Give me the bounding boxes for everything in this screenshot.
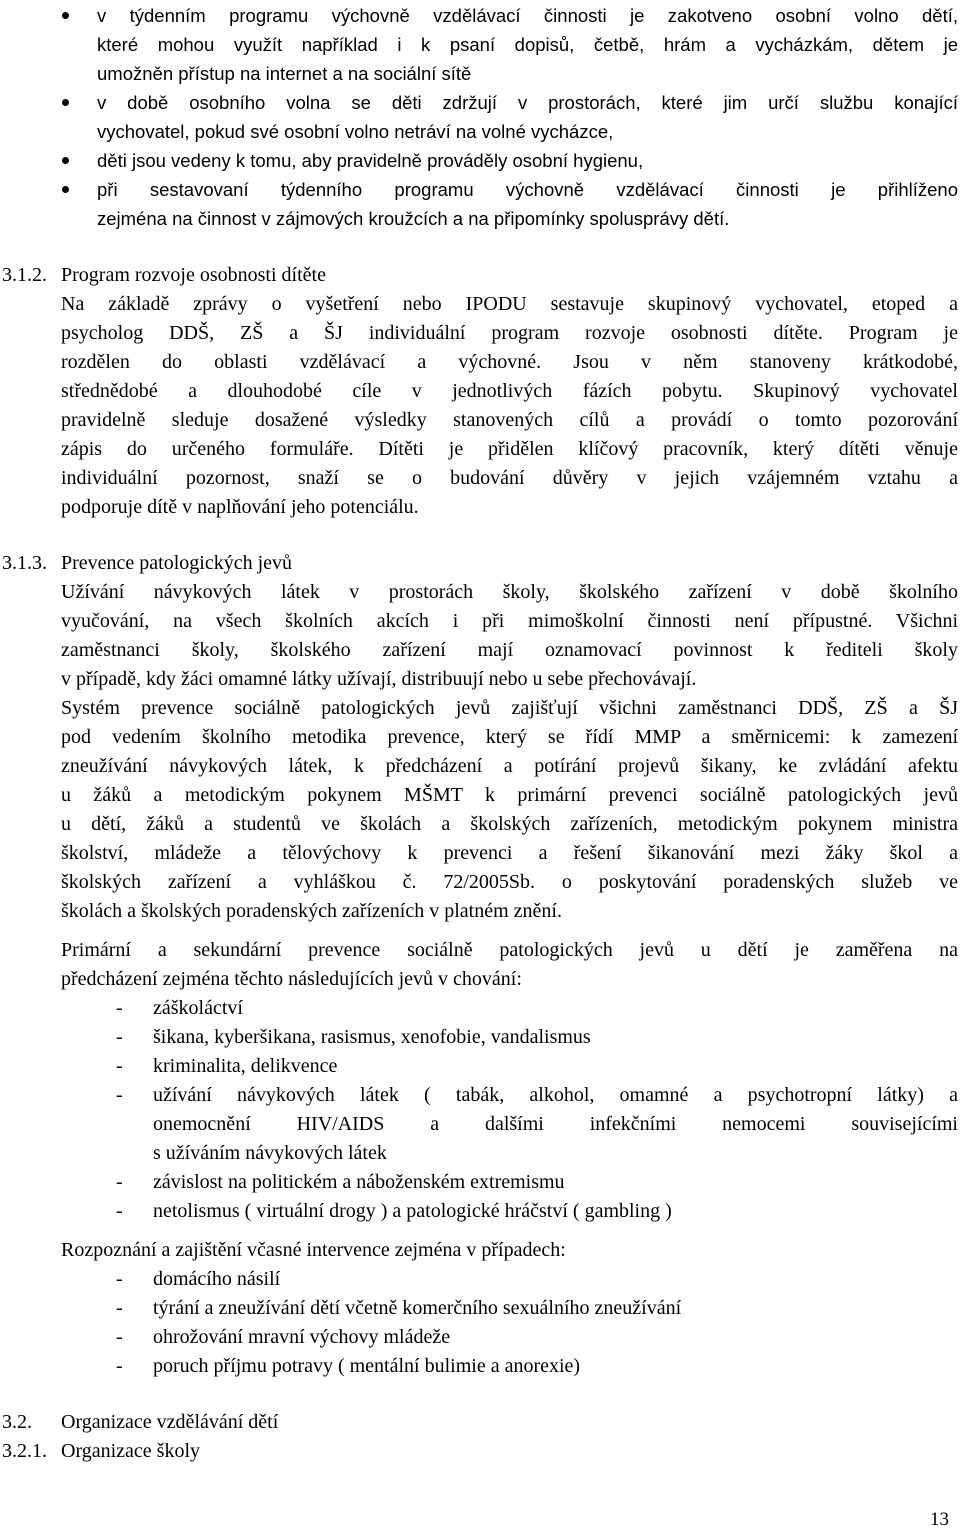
paragraph-line: předcházení zejména těchto následujících jevů v chování:: [61, 968, 522, 990]
list-dash: -: [116, 1084, 123, 1106]
section-title: Prevence patologických jevů: [61, 552, 293, 574]
list-dash: -: [116, 1171, 123, 1193]
list-item: poruch příjmu potravy ( mentální bulimie a anorexie): [153, 1355, 581, 1377]
list-item: šikana, kyberšikana, rasismus, xenofobie, vandalismus: [153, 1026, 591, 1048]
paragraph-line: u žáků a metodickým pokynem MŠMT k primární prevenci sociálně patologických jevů: [61, 784, 958, 806]
list-dash: -: [116, 1355, 123, 1377]
list-dash: -: [116, 1026, 123, 1048]
bullet-icon: [60, 4, 72, 28]
paragraph-line: v případě, kdy žáci omamné látky užívají, distribuují nebo u sebe přechovávají.: [61, 668, 697, 690]
list-dash: -: [116, 1268, 123, 1290]
bullet-4-line-2: zejména na činnost v zájmových kroužcích a na připomínky spolusprávy dětí.: [97, 208, 730, 229]
section-number: 3.2.: [2, 1411, 32, 1433]
paragraph-line: Systém prevence sociálně patologických jevů zajišťují všichni zaměstnanci DDŠ, ZŠ a ŠJ: [61, 697, 958, 719]
list-item: záškoláctví: [153, 997, 243, 1019]
paragraph-line: Primární a sekundární prevence sociálně patologických jevů u dětí je zaměřena na: [61, 939, 958, 961]
paragraph-line: zneužívání návykových látek, k předcházení a potírání projevů šikany, ke zvládání afektu: [61, 755, 958, 777]
list-item: závislost na politickém a náboženském extremismu: [153, 1171, 565, 1193]
list-item-continuation: onemocnění HIV/AIDS a dalšími infekčními nemocemi souvisejícími: [153, 1113, 958, 1135]
paragraph-line: psycholog DDŠ, ZŠ a ŠJ individuální program rozvoje osobnosti dítěte. Program je: [61, 322, 958, 344]
paragraph-line: pod vedením školního metodika prevence, který se řídí MMP a směrnicemi: k zamezení: [61, 726, 958, 748]
list-item-continuation: s užíváním návykových látek: [153, 1142, 387, 1164]
list-item: týrání a zneužívání dětí včetně komerčního sexuálního zneužívání: [153, 1297, 682, 1319]
section-title: Organizace vzdělávání dětí: [61, 1411, 279, 1433]
paragraph-line: zaměstnanci školy, školského zařízení mají oznamovací povinnost k řediteli školy: [61, 639, 958, 661]
paragraph-line: individuální pozornost, snaží se o budování důvěry v jejich vzájemném vztahu a: [61, 467, 958, 489]
section-number: 3.2.1.: [2, 1440, 47, 1462]
list-item: kriminalita, delikvence: [153, 1055, 338, 1077]
section-title: Program rozvoje osobnosti dítěte: [61, 264, 326, 286]
list-dash: -: [116, 1200, 123, 1222]
page-number: 13: [930, 1509, 949, 1530]
bullet-1-line-3: umožněn přístup na internet a na sociální sítě: [97, 63, 472, 84]
paragraph-line: pravidelně sleduje dosažené výsledky stanovených cílů a provádí o tomto pozorování: [61, 409, 958, 431]
list-dash: -: [116, 1055, 123, 1077]
list-item: užívání návykových látek ( tabák, alkohol, omamné a psychotropní látky) a: [153, 1084, 958, 1106]
paragraph-line: střednědobé a dlouhodobé cíle v jednotlivých fázích pobytu. Skupinový vychovatel: [61, 380, 958, 402]
paragraph-line: školských zařízení a vyhláškou č. 72/2005Sb. o poskytování poradenských služeb ve: [61, 871, 958, 893]
list-dash: -: [116, 1297, 123, 1319]
list-item: domácího násilí: [153, 1268, 281, 1290]
list-item: ohrožování mravní výchovy mládeže: [153, 1326, 451, 1348]
section-number: 3.1.3.: [2, 552, 47, 574]
list-dash: -: [116, 1326, 123, 1348]
paragraph-line: podporuje dítě v naplňování jeho potenciálu.: [61, 496, 419, 518]
paragraph-line: zápis do určeného formuláře. Dítěti je přidělen klíčový pracovník, který dítěti věnuje: [61, 438, 958, 460]
bullet-3-line-1: děti jsou vedeny k tomu, aby pravidelně prováděly osobní hygienu,: [97, 150, 644, 171]
bullet-2-line-2: vychovatel, pokud své osobní volno netráví na volné vycházce,: [97, 121, 614, 142]
bullet-2-line-1: v době osobního volna se děti zdržují v prostorách, které jim určí službu konající: [97, 92, 958, 113]
bullet-4-line-1: při sestavovaní týdenního programu výchovně vzdělávací činnosti je přihlíženo: [97, 179, 958, 200]
bullet-1-line-2: které mohou využít například i k psaní dopisů, četbě, hrám a vycházkám, dětem je: [97, 34, 958, 55]
bullet-icon: [60, 149, 72, 173]
list-item: netolismus ( virtuální drogy ) a patologické hráčství ( gambling ): [153, 1200, 672, 1222]
list-dash: -: [116, 997, 123, 1019]
section-title: Organizace školy: [61, 1440, 201, 1462]
bullet-icon: [60, 178, 72, 202]
bullet-icon: [60, 91, 72, 115]
paragraph-line: školách a školských poradenských zařízeních v platném znění.: [61, 900, 562, 922]
paragraph-line: u dětí, žáků a studentů ve školách a školských zařízeních, metodickým pokynem ministra: [61, 813, 958, 835]
paragraph-line: Užívání návykových látek v prostorách školy, školského zařízení v době školního: [61, 581, 958, 603]
paragraph-line: školství, mládeže a tělovýchovy k prevenci a řešení šikanování mezi žáky škol a: [61, 842, 958, 864]
section-number: 3.1.2.: [2, 264, 47, 286]
paragraph-line: vyučování, na všech školních akcích i při mimoškolní činnosti není přípustné. Všichni: [61, 610, 958, 632]
bullet-1-line-1: v týdenním programu výchovně vzdělávací činnosti je zakotveno osobní volno dětí,: [97, 5, 958, 26]
paragraph-line: Na základě zprávy o vyšetření nebo IPODU sestavuje skupinový vychovatel, etoped a: [61, 293, 958, 315]
paragraph-line: rozdělen do oblasti vzdělávací a výchovné. Jsou v něm stanoveny krátkodobé,: [61, 351, 958, 373]
paragraph-line: Rozpoznání a zajištění včasné intervence zejména v případech:: [61, 1239, 566, 1261]
